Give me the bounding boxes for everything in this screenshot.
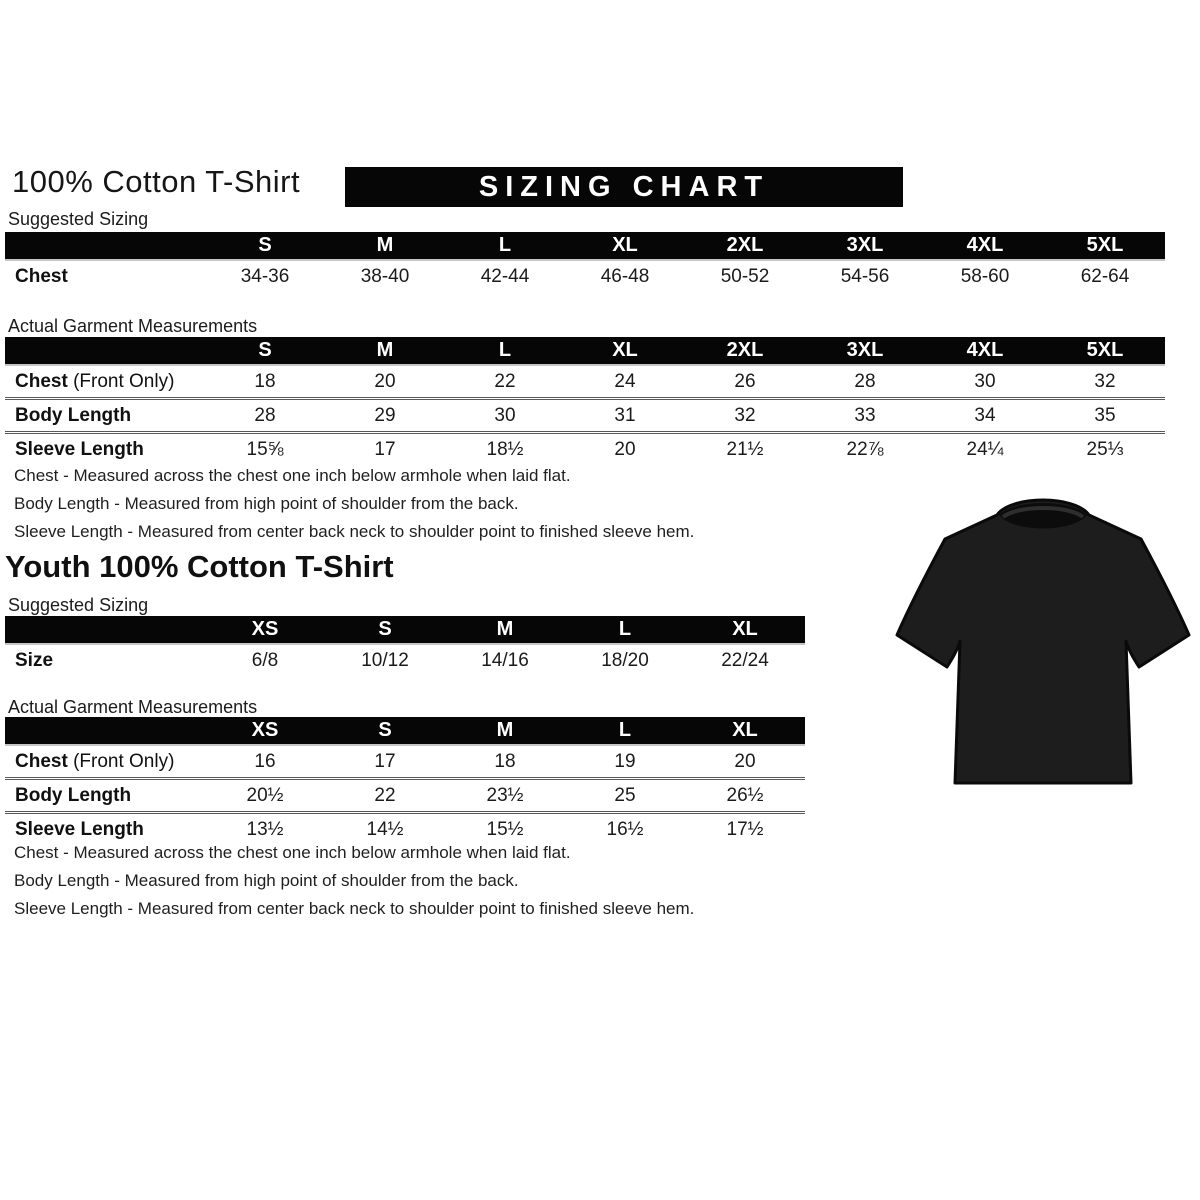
cell-value: 15½ [486,818,524,840]
col-header: L [618,719,632,741]
cell-value: 17 [374,750,396,772]
cell-value: 15⅝ [246,438,284,460]
youth-suggested-table [5,616,805,676]
cell-value: 16½ [606,818,644,840]
cell-value: 26½ [726,784,764,806]
note-sleeve-length: Sleeve Length - Measured from center back neck to shoulder point to finished sleeve hem. [14,899,695,918]
cell-value: 34 [974,404,996,426]
cell-value: 6/8 [251,649,279,671]
cell-value: 14/16 [481,649,529,671]
cell-value: 18½ [486,438,524,460]
note-body-length: Body Length - Measured from high point of shoulder from the back. [14,871,519,890]
adult-measurement-notes [14,462,694,546]
table-row-body-length [5,777,805,811]
cell-value: 31 [614,404,636,426]
col-header: XS [251,618,279,640]
row-label: Body Length [15,784,132,806]
cell-value: 22 [494,370,516,392]
cell-value: 16 [254,750,276,772]
cell-value: 25⅓ [1086,438,1124,460]
youth-actual-header-row [5,717,805,746]
col-header: S [258,339,272,361]
col-header: M [376,339,394,361]
table-row-chest-front-only [5,366,1165,397]
cell-value: 26 [734,370,756,392]
cell-value: 28 [254,404,276,426]
adult-actual-measurements-label: Actual Garment Measurements [8,316,258,336]
adult-actual-header-row [5,337,1165,366]
cell-value: 62-64 [1080,265,1130,287]
row-label: Body Length [15,404,132,426]
col-header: M [496,618,514,640]
cell-value: 18 [494,750,516,772]
cell-value: 33 [854,404,876,426]
cell-value: 50-52 [720,265,770,287]
cell-value: 22⅞ [846,438,884,460]
youth-actual-table [5,717,805,845]
cell-value: 18/20 [601,649,649,671]
cell-value: 25 [614,784,636,806]
row-label: Size [15,649,54,671]
table-row-body-length [5,397,1165,431]
cell-value: 20 [734,750,756,772]
youth-measurement-notes [14,839,694,923]
cell-value: 23½ [486,784,524,806]
cell-value: 34-36 [240,265,290,287]
col-header: 3XL [846,339,884,361]
row-label: Chest (Front Only) [15,750,175,772]
col-header: XL [612,339,638,361]
col-header: M [376,234,394,256]
adult-suggested-table [5,232,1165,292]
col-header: S [378,719,392,741]
cell-value: 14½ [366,818,404,840]
cell-value: 10/12 [361,649,409,671]
col-header: XL [732,719,758,741]
cell-value: 38-40 [360,265,410,287]
cell-value: 24¼ [966,438,1004,460]
col-header: XL [612,234,638,256]
sizing-chart-banner [345,167,903,207]
cell-value: 46-48 [600,265,650,287]
row-label: Chest [15,265,68,287]
col-header: 5XL [1086,339,1124,361]
cell-value: 13½ [246,818,284,840]
note-chest: Chest - Measured across the chest one inch below armhole when laid flat. [14,843,571,862]
cell-value: 20½ [246,784,284,806]
youth-suggested-header-row [5,616,805,645]
col-header: 5XL [1086,234,1124,256]
adult-suggested-sizing-label: Suggested Sizing [8,209,149,229]
col-header: L [498,234,512,256]
page-title: 100% Cotton T-Shirt [12,164,301,199]
cell-value: 18 [254,370,276,392]
cell-value: 58-60 [960,265,1010,287]
black-tshirt-image [893,485,1193,805]
cell-value: 54-56 [840,265,890,287]
table-row-size [5,645,805,676]
col-header: M [496,719,514,741]
col-header: 4XL [966,234,1004,256]
col-header: 2XL [726,234,764,256]
cell-value: 22/24 [721,649,769,671]
table-row-chest [5,261,1165,292]
row-label: Chest (Front Only) [15,370,175,392]
table-row-chest-front-only [5,746,805,777]
cell-value: 32 [734,404,756,426]
col-header: XL [732,618,758,640]
youth-actual-measurements-label: Actual Garment Measurements [8,697,258,717]
note-body-length: Body Length - Measured from high point of shoulder from the back. [14,494,519,513]
col-header: S [258,234,272,256]
cell-value: 32 [1094,370,1116,392]
youth-section-title: Youth 100% Cotton T-Shirt [5,549,394,584]
cell-value: 24 [614,370,636,392]
row-label: Sleeve Length [15,438,144,460]
cell-value: 28 [854,370,876,392]
cell-value: 30 [974,370,996,392]
cell-value: 17½ [726,818,764,840]
cell-value: 17 [374,438,396,460]
table-row-sleeve-length [5,431,1165,465]
col-header: L [618,618,632,640]
cell-value: 19 [614,750,636,772]
cell-value: 30 [494,404,516,426]
note-chest: Chest - Measured across the chest one inch below armhole when laid flat. [14,466,571,485]
cell-value: 35 [1094,404,1116,426]
adult-suggested-header-row [5,232,1165,261]
cell-value: 21½ [726,438,764,460]
cell-value: 29 [374,404,396,426]
col-header: S [378,618,392,640]
cell-value: 20 [614,438,636,460]
note-sleeve-length: Sleeve Length - Measured from center back neck to shoulder point to finished sleeve hem. [14,522,695,541]
cell-value: 20 [374,370,396,392]
col-header: 4XL [966,339,1004,361]
cell-value: 42-44 [480,265,530,287]
cell-value: 22 [374,784,396,806]
col-header: 3XL [846,234,884,256]
youth-suggested-sizing-label: Suggested Sizing [8,595,149,615]
col-header: XS [251,719,279,741]
row-label: Sleeve Length [15,818,144,840]
adult-actual-table [5,337,1165,465]
col-header: L [498,339,512,361]
sizing-chart-banner-text: SIZING CHART [478,170,770,203]
col-header: 2XL [726,339,764,361]
